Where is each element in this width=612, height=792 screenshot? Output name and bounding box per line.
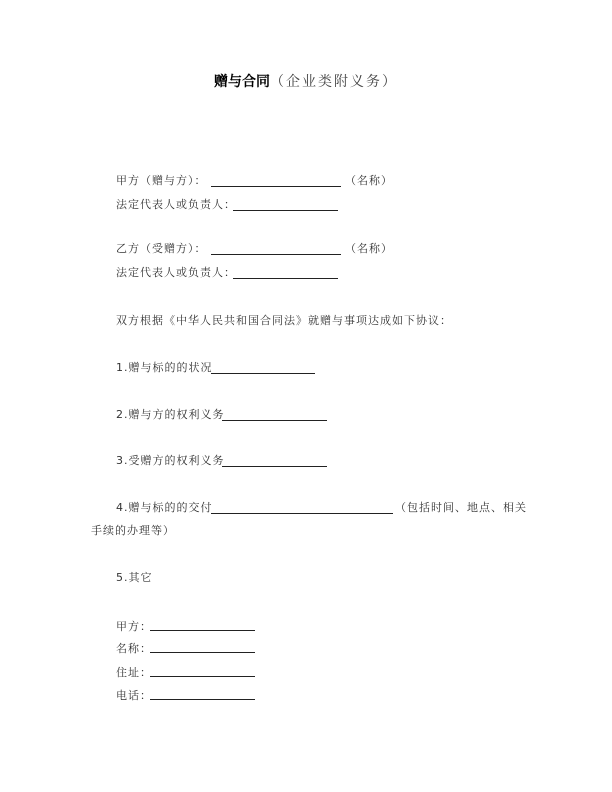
signature-party-a-field[interactable] <box>150 630 255 631</box>
clause-1: 1.赠与标的的状况 <box>116 361 213 374</box>
party-b-rep-label: 法定代表人或负责人： <box>116 266 236 279</box>
signature-name-label: 名称： <box>116 642 152 655</box>
clause-4-field[interactable] <box>211 513 393 514</box>
party-b-rep-field[interactable] <box>233 278 338 279</box>
party-a-suffix: （名称） <box>345 174 393 187</box>
signature-phone-label: 电话： <box>116 689 152 702</box>
clause-3-field[interactable] <box>222 466 327 467</box>
party-b-label: 乙方（受赠方）： <box>116 242 207 255</box>
clause-4: 4.赠与标的的交付 <box>116 501 213 514</box>
signature-address-label: 住址： <box>116 666 152 679</box>
party-a-name-field[interactable] <box>211 186 341 187</box>
signature-phone-field[interactable] <box>150 699 255 700</box>
clause-2: 2.赠与方的权利义务 <box>116 408 225 421</box>
clause-5: 5.其它 <box>116 571 153 584</box>
title-sub: （企业类附义务） <box>270 74 398 90</box>
signature-address-field[interactable] <box>150 676 255 677</box>
preamble: 双方根据《中华人民共和国合同法》就赠与事项达成如下协议： <box>116 314 452 327</box>
signature-name-field[interactable] <box>150 652 255 653</box>
signature-party-a-label: 甲方： <box>116 620 152 633</box>
clause-4-suffix: （包括时间、地点、相关 <box>395 501 527 514</box>
party-a-label: 甲方（赠与方）： <box>116 174 207 187</box>
clause-2-field[interactable] <box>222 420 327 421</box>
title-main: 赠与合同 <box>214 74 270 90</box>
party-b-name-field[interactable] <box>211 254 341 255</box>
party-a-rep-label: 法定代表人或负责人： <box>116 198 236 211</box>
party-b-suffix: （名称） <box>345 242 393 255</box>
clause-4-continuation: 手续的办理等） <box>91 524 175 537</box>
clause-1-field[interactable] <box>211 373 315 374</box>
party-a-rep-field[interactable] <box>233 210 338 211</box>
clause-3: 3.受赠方的权利义务 <box>116 454 225 467</box>
document-title <box>0 72 612 92</box>
